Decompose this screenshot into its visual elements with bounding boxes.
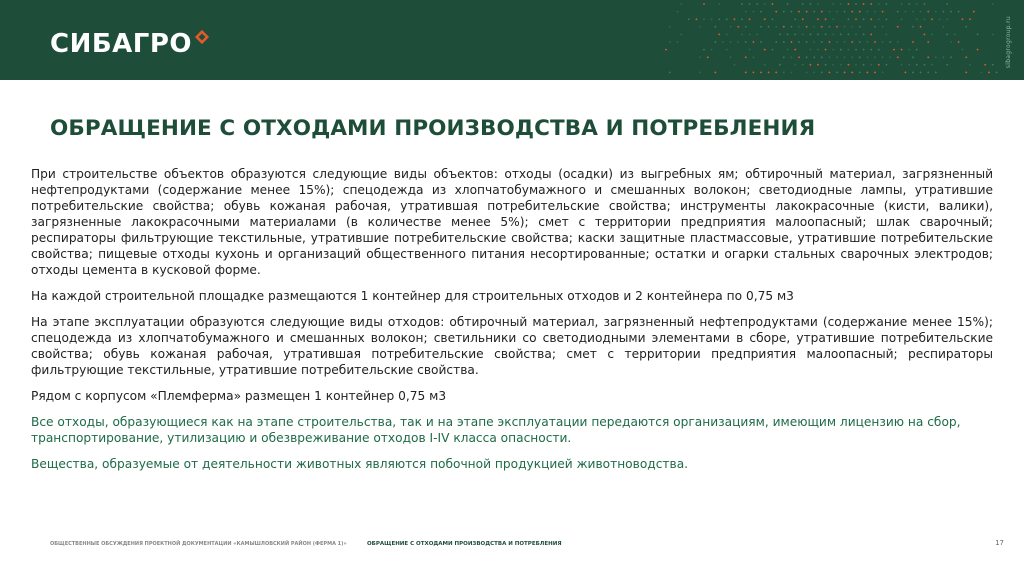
decorative-dot — [775, 41, 777, 43]
decorative-dot — [866, 41, 868, 43]
decorative-dot — [817, 64, 819, 66]
decorative-dot — [916, 48, 918, 50]
decorative-dot — [764, 48, 766, 50]
decorative-dot — [878, 64, 880, 66]
decorative-dot — [676, 41, 678, 43]
decorative-dot — [995, 71, 997, 73]
decorative-dot — [881, 10, 883, 12]
decorative-dot — [779, 64, 781, 66]
paragraph-byproducts: Вещества, образуемые от деятельности животных являются побочной продукцией животноводства. — [31, 457, 689, 471]
decorative-dot — [737, 26, 739, 28]
decorative-dot — [870, 33, 872, 35]
decorative-dot — [828, 26, 830, 28]
decorative-dot — [900, 64, 902, 66]
decorative-dot — [824, 64, 826, 66]
decorative-dot — [760, 41, 762, 43]
decorative-dot — [862, 64, 864, 66]
decorative-dot — [881, 41, 883, 43]
decorative-dot — [832, 3, 834, 5]
decorative-dot — [729, 56, 731, 58]
decorative-dot — [862, 3, 864, 5]
decorative-dot — [942, 56, 944, 58]
decorative-dot — [813, 71, 815, 73]
decorative-dot — [729, 41, 731, 43]
paragraph-construction-containers: На каждой строительной площадке размещаются 1 контейнер для строительных отходов и 2 контейнера по 0,75 м3 — [31, 289, 794, 303]
decorative-dot — [874, 10, 876, 12]
footer-project-name: ОБЩЕСТВЕННЫЕ ОБСУЖДЕНИЯ ПРОЕКТНОЙ ДОКУМЕНТАЦИИ «КАМЫШЛОВСКИЙ РАЙОН (ФЕРМА 1)» — [50, 541, 347, 547]
decorative-dot — [790, 41, 792, 43]
decorative-dot — [931, 33, 933, 35]
decorative-dot — [669, 26, 671, 28]
decorative-dot — [840, 33, 842, 35]
decorative-dot — [665, 48, 667, 50]
decorative-dot — [927, 71, 929, 73]
decorative-dot — [809, 3, 811, 5]
decorative-dot — [748, 33, 750, 35]
decorative-dot — [707, 56, 709, 58]
decorative-dot — [745, 26, 747, 28]
decorative-dot — [950, 41, 952, 43]
decorative-dot — [828, 71, 830, 73]
decorative-dot — [889, 56, 891, 58]
decorative-dot — [843, 71, 845, 73]
decorative-dot — [832, 48, 834, 50]
decorative-dot — [931, 64, 933, 66]
decorative-dot — [954, 33, 956, 35]
decorative-dot — [813, 10, 815, 12]
decorative-dot — [699, 71, 701, 73]
decorative-dot — [726, 18, 728, 20]
decorative-dot — [908, 64, 910, 66]
decorative-dot — [847, 3, 849, 5]
decorative-dot — [851, 10, 853, 12]
decorative-dot — [992, 33, 994, 35]
decorative-dot — [897, 56, 899, 58]
decorative-dot — [767, 26, 769, 28]
decorative-dot — [840, 3, 842, 5]
decorative-dot — [885, 18, 887, 20]
decorative-dot — [741, 3, 743, 5]
decorative-dot — [870, 3, 872, 5]
decorative-dot — [718, 3, 720, 5]
decorative-dot — [957, 41, 959, 43]
decorative-dot — [874, 26, 876, 28]
decorative-dot — [885, 64, 887, 66]
decorative-dot — [946, 64, 948, 66]
decorative-dot — [714, 41, 716, 43]
decorative-dot — [859, 56, 861, 58]
decorative-dot — [836, 71, 838, 73]
header-bar — [0, 0, 1024, 80]
decorative-dot — [828, 56, 830, 58]
decorative-dot — [946, 33, 948, 35]
decorative-dot — [855, 33, 857, 35]
decorative-dot — [923, 3, 925, 5]
decorative-dot — [969, 18, 971, 20]
decorative-dot — [976, 33, 978, 35]
decorative-dot — [862, 48, 864, 50]
decorative-dot — [718, 18, 720, 20]
decorative-dot — [919, 26, 921, 28]
decorative-dot — [805, 41, 807, 43]
decorative-dot — [790, 56, 792, 58]
decorative-dot — [843, 10, 845, 12]
paragraph-construction-waste: При строительстве объектов образуются следующие виды объектов: отходы (осадки) из выгребных ям; обтирочный материал, загрязненный нефтепродуктами (содержание менее 15%); спецодежда из хлопчатобумажного и смешанных волокон; светодиодные лампы, утратившие потребительские свойства; обувь кожаная рабочая, утратившая потребительские свойства; инструменты лакокрасочные (кисти, валики), загрязненные лакокрасочными материалами (в количестве менее 5%); смет с территории предприятия малоопасный; шлак сварочный; респираторы фильтрующие текстильные, утратившие потребительские свойства; каски защитные пластмассовые, утратившие потребительские свойства; пищевые отходы кухонь и организаций общественного питания несортированные; остатки и огарки стальных сварочных электродов; отходы цемента в кусковой форме. — [31, 167, 993, 277]
decorative-dot — [802, 33, 804, 35]
decorative-dot — [912, 71, 914, 73]
decorative-dot — [813, 26, 815, 28]
decorative-dot — [862, 18, 864, 20]
decorative-dot — [752, 71, 754, 73]
decorative-dot — [703, 3, 705, 5]
decorative-dot — [733, 18, 735, 20]
website-label: sibagrogroup.ru — [1005, 16, 1012, 69]
paragraph-operation-containers: Рядом с корпусом «Племферма» размещен 1 контейнер 0,75 м3 — [31, 389, 447, 403]
decorative-dot — [748, 48, 750, 50]
decorative-dot — [836, 10, 838, 12]
decorative-dot — [710, 18, 712, 20]
decorative-dot — [992, 64, 994, 66]
decorative-dot — [900, 18, 902, 20]
decorative-dot — [764, 64, 766, 66]
decorative-dot — [752, 56, 754, 58]
logo — [50, 29, 210, 59]
page-title: ОБРАЩЕНИЕ С ОТХОДАМИ ПРОИЗВОДСТВА И ПОТРЕБЛЕНИЯ — [50, 116, 816, 141]
decorative-dot — [680, 3, 682, 5]
decorative-dot — [745, 56, 747, 58]
decorative-dot — [699, 56, 701, 58]
logo-diamond-icon — [194, 29, 210, 45]
decorative-dot — [832, 18, 834, 20]
decorative-dot — [714, 71, 716, 73]
decorative-dot — [669, 41, 671, 43]
decorative-dot — [783, 71, 785, 73]
decorative-dot — [916, 3, 918, 5]
decorative-dot — [897, 26, 899, 28]
decorative-dot — [703, 48, 705, 50]
decorative-dot — [965, 71, 967, 73]
decorative-dot — [824, 33, 826, 35]
decorative-dot — [859, 41, 861, 43]
decorative-dot — [851, 26, 853, 28]
decorative-dot — [847, 64, 849, 66]
decorative-dot — [950, 56, 952, 58]
decorative-dot — [904, 10, 906, 12]
decorative-dot — [847, 33, 849, 35]
decorative-dot — [699, 26, 701, 28]
decorative-dot — [722, 41, 724, 43]
decorative-dot — [923, 33, 925, 35]
decorative-dot — [821, 41, 823, 43]
decorative-dot — [866, 56, 868, 58]
decorative-dot — [786, 48, 788, 50]
decorative-dot — [927, 10, 929, 12]
decorative-dot — [752, 10, 754, 12]
paragraph-operation-waste: На этапе эксплуатации образуются следующие виды отходов: обтирочный материал, загрязненный нефтепродуктами (содержание менее 15%); спецодежда из хлопчатобумажного и смешанных волокон; светильники со светодиодными элементами в сборе, утратившие потребительские свойства; обувь кожаная рабочая, утратившая потребительские свойства; смет с территории предприятия малоопасный; респираторы фильтрующие текстильные, утратившие потребительские свойства. — [31, 315, 993, 377]
decorative-dot — [821, 56, 823, 58]
decorative-dot — [748, 18, 750, 20]
decorative-dot — [817, 3, 819, 5]
decorative-dot — [900, 3, 902, 5]
decorative-dot — [745, 10, 747, 12]
decorative-dot — [714, 26, 716, 28]
decorative-dot — [870, 18, 872, 20]
decorative-dot — [992, 3, 994, 5]
paragraph-waste-transfer: Все отходы, образующиеся как на этапе строительства, так и на этапе эксплуатации передаются организациям, имеющим лицензию на сбор, транспортирование, утилизацию и обезвреживание отходов I-IV класса опасности. — [31, 415, 961, 445]
decorative-dot — [718, 33, 720, 35]
decorative-dot — [771, 48, 773, 50]
decorative-dot — [843, 26, 845, 28]
decorative-dot — [843, 56, 845, 58]
decorative-dot — [916, 18, 918, 20]
decorative-dot — [741, 18, 743, 20]
decorative-dot — [783, 56, 785, 58]
decorative-dot — [802, 64, 804, 66]
decorative-dot — [897, 10, 899, 12]
decorative-dot — [813, 56, 815, 58]
decorative-dot — [935, 10, 937, 12]
decorative-dot — [912, 41, 914, 43]
decorative-dot — [900, 48, 902, 50]
decorative-dot — [733, 64, 735, 66]
decorative-dot — [855, 18, 857, 20]
footer-section-title: ОБРАЩЕНИЕ С ОТХОДАМИ ПРОИЗВОДСТВА И ПОТРЕБЛЕНИЯ — [367, 541, 562, 547]
decorative-dot — [775, 26, 777, 28]
decorative-dot — [771, 3, 773, 5]
logo-text: СИБАГРО — [50, 29, 193, 59]
decorative-dot — [927, 56, 929, 58]
decorative-dot — [737, 41, 739, 43]
decorative-dot — [862, 33, 864, 35]
decorative-dot — [790, 10, 792, 12]
decorative-dot — [847, 18, 849, 20]
decorative-dot — [794, 64, 796, 66]
decorative-dot — [893, 48, 895, 50]
decorative-dot — [988, 71, 990, 73]
decorative-dot — [912, 56, 914, 58]
decorative-dot — [786, 3, 788, 5]
decorative-dot — [878, 3, 880, 5]
decorative-dot — [828, 41, 830, 43]
decorative-dot — [870, 48, 872, 50]
decorative-dot — [973, 10, 975, 12]
decorative-dot — [885, 3, 887, 5]
decorative-dot — [878, 48, 880, 50]
decorative-dot — [779, 33, 781, 35]
decorative-dot — [847, 48, 849, 50]
decorative-dot — [794, 18, 796, 20]
decorative-dot — [748, 3, 750, 5]
decorative-dot — [790, 26, 792, 28]
decorative-dot — [809, 48, 811, 50]
decorative-dot — [855, 3, 857, 5]
decorative-dot — [703, 18, 705, 20]
decorative-dot — [927, 41, 929, 43]
decorative-dot — [957, 10, 959, 12]
decorative-dot — [965, 26, 967, 28]
decorative-dot — [783, 41, 785, 43]
decorative-dot — [695, 18, 697, 20]
decorative-dot — [889, 41, 891, 43]
decorative-dot — [680, 33, 682, 35]
decorative-dot — [840, 64, 842, 66]
decorative-dot — [897, 41, 899, 43]
decorative-dot — [669, 71, 671, 73]
decorative-dot — [923, 64, 925, 66]
decorative-dot — [881, 56, 883, 58]
decorative-dot — [794, 48, 796, 50]
decorative-dot — [935, 71, 937, 73]
decorative-dot — [832, 64, 834, 66]
decorative-dot — [836, 41, 838, 43]
decorative-dot — [859, 71, 861, 73]
decorative-dot — [919, 10, 921, 12]
decorative-dot — [904, 71, 906, 73]
decorative-dot — [881, 71, 883, 73]
decorative-dot — [874, 41, 876, 43]
decorative-dot — [745, 41, 747, 43]
decorative-dot — [760, 26, 762, 28]
decorative-dot — [783, 26, 785, 28]
decorative-dot — [805, 10, 807, 12]
decorative-dot — [855, 64, 857, 66]
decorative-dot — [710, 48, 712, 50]
decorative-dot — [794, 33, 796, 35]
decorative-dot — [783, 10, 785, 12]
decorative-dot — [836, 26, 838, 28]
decorative-dot — [851, 41, 853, 43]
decorative-dot — [935, 56, 937, 58]
decorative-dot — [745, 71, 747, 73]
decorative-dot — [836, 56, 838, 58]
decorative-dot — [885, 33, 887, 35]
decorative-dot — [798, 26, 800, 28]
decorative-dot — [824, 18, 826, 20]
decorative-dot — [878, 18, 880, 20]
decorative-dot — [798, 56, 800, 58]
decorative-dot — [866, 10, 868, 12]
decorative-dot — [919, 71, 921, 73]
decorative-dot — [980, 71, 982, 73]
decorative-dot — [866, 71, 868, 73]
content-body — [31, 166, 993, 482]
decorative-dot — [756, 3, 758, 5]
decorative-dot — [851, 56, 853, 58]
decorative-dot — [767, 71, 769, 73]
decorative-dot — [851, 71, 853, 73]
decorative-dot-pattern — [660, 0, 1000, 80]
decorative-dot — [726, 48, 728, 50]
decorative-dot — [828, 10, 830, 12]
decorative-dot — [938, 18, 940, 20]
decorative-dot — [676, 10, 678, 12]
decorative-dot — [824, 48, 826, 50]
decorative-dot — [817, 33, 819, 35]
decorative-dot — [809, 33, 811, 35]
decorative-dot — [965, 56, 967, 58]
decorative-dot — [942, 10, 944, 12]
decorative-dot — [760, 71, 762, 73]
decorative-dot — [859, 10, 861, 12]
decorative-dot — [912, 26, 914, 28]
decorative-dot — [874, 71, 876, 73]
decorative-dot — [821, 71, 823, 73]
decorative-dot — [756, 33, 758, 35]
decorative-dot — [813, 41, 815, 43]
decorative-dot — [942, 26, 944, 28]
decorative-dot — [881, 26, 883, 28]
decorative-dot — [805, 71, 807, 73]
decorative-dot — [798, 10, 800, 12]
decorative-dot — [775, 71, 777, 73]
decorative-dot — [817, 48, 819, 50]
decorative-dot — [821, 26, 823, 28]
decorative-dot — [912, 10, 914, 12]
decorative-dot — [950, 10, 952, 12]
decorative-dot — [832, 33, 834, 35]
decorative-dot — [817, 18, 819, 20]
decorative-dot — [946, 18, 948, 20]
decorative-dot — [916, 64, 918, 66]
decorative-dot — [764, 18, 766, 20]
decorative-dot — [771, 18, 773, 20]
decorative-dot — [843, 41, 845, 43]
decorative-dot — [802, 18, 804, 20]
decorative-dot — [840, 48, 842, 50]
decorative-dot — [855, 48, 857, 50]
decorative-dot — [961, 48, 963, 50]
decorative-dot — [805, 26, 807, 28]
decorative-dot — [760, 10, 762, 12]
decorative-dot — [870, 64, 872, 66]
decorative-dot — [726, 33, 728, 35]
decorative-dot — [798, 41, 800, 43]
decorative-dot — [775, 10, 777, 12]
decorative-dot — [790, 71, 792, 73]
decorative-dot — [786, 33, 788, 35]
decorative-dot — [931, 18, 933, 20]
decorative-dot — [809, 64, 811, 66]
decorative-dot — [908, 48, 910, 50]
decorative-dot — [741, 33, 743, 35]
decorative-dot — [946, 3, 948, 5]
decorative-dot — [859, 26, 861, 28]
decorative-dot — [923, 18, 925, 20]
decorative-dot — [688, 18, 690, 20]
decorative-dot — [805, 56, 807, 58]
decorative-dot — [976, 48, 978, 50]
decorative-dot — [908, 3, 910, 5]
decorative-dot — [802, 3, 804, 5]
decorative-dot — [729, 26, 731, 28]
decorative-dot — [961, 18, 963, 20]
decorative-dot — [764, 3, 766, 5]
decorative-dot — [874, 56, 876, 58]
decorative-dot — [752, 41, 754, 43]
decorative-dot — [969, 64, 971, 66]
decorative-dot — [984, 64, 986, 66]
decorative-dot — [821, 10, 823, 12]
page-number: 17 — [995, 539, 1004, 547]
